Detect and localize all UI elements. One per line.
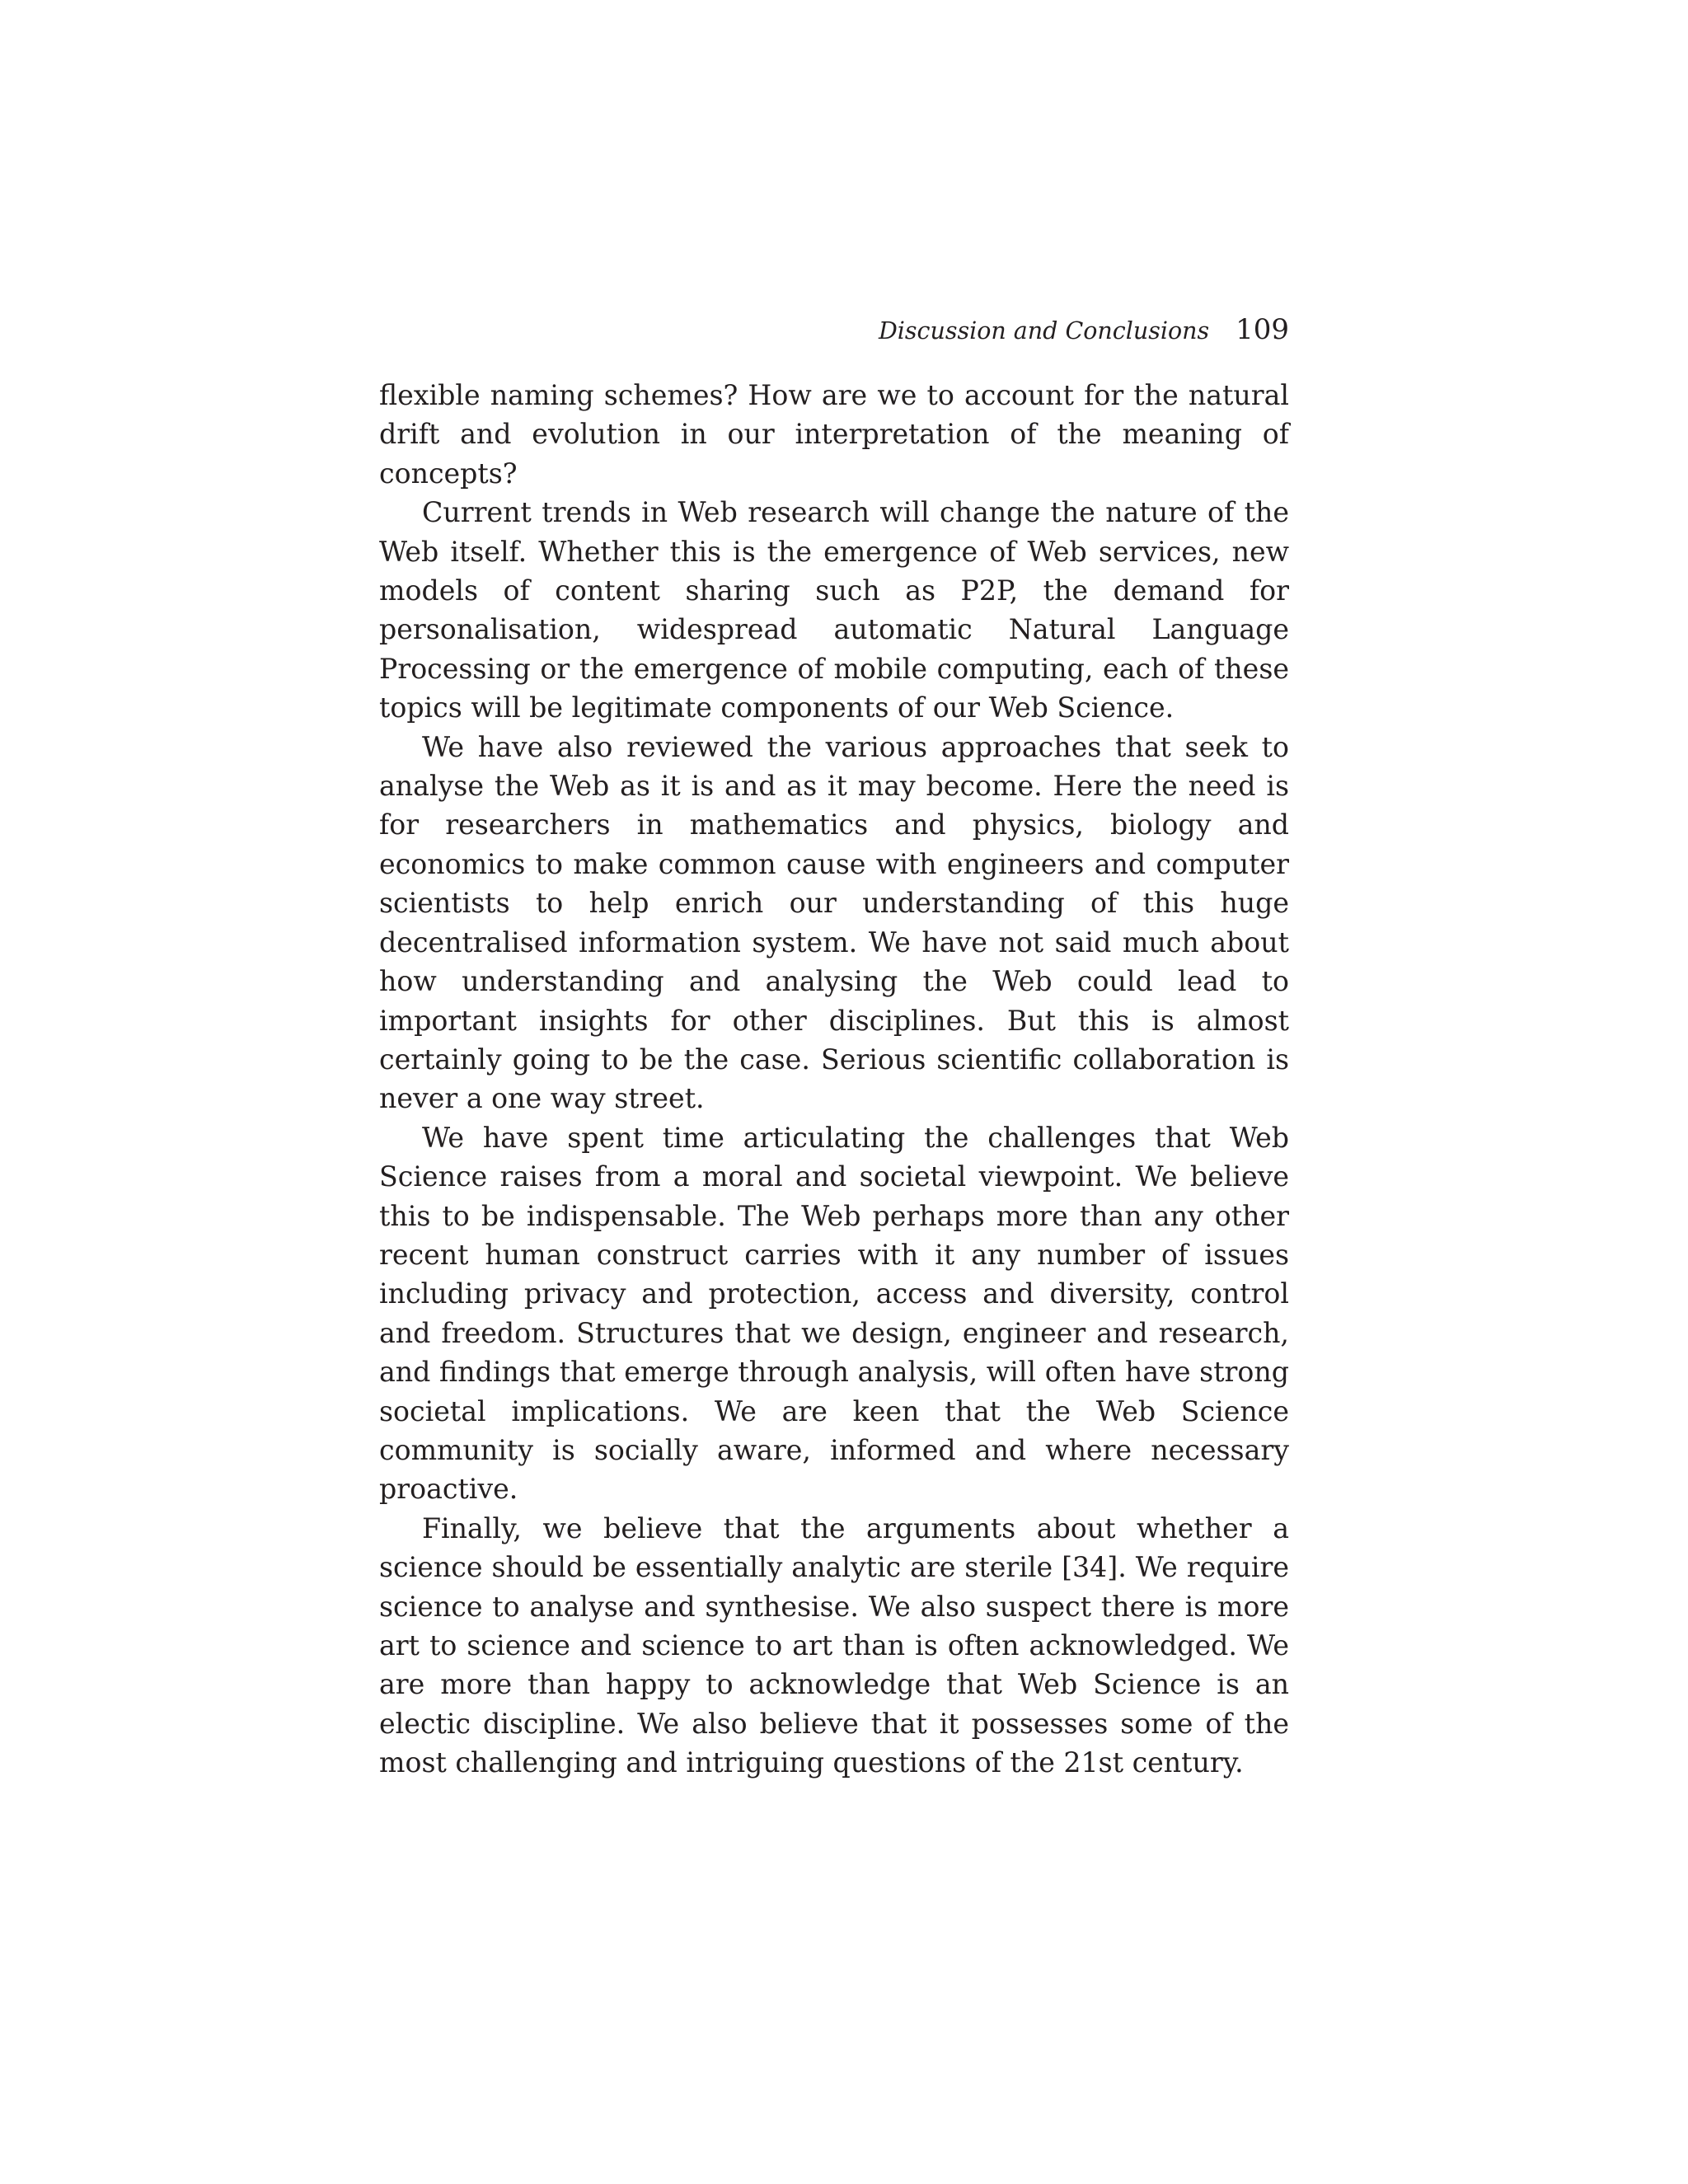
body-text: [379, 376, 1289, 1783]
running-title: Discussion and Conclusions: [878, 317, 1210, 344]
running-head: [379, 310, 1289, 349]
paragraph-analysis-approaches: We have also reviewed the various approaches that seek to analyse the Web as it is and as it may become. Here the need is for researchers in mathematics and physics, biology and economics to make common cause with engineers and computer scientists to help enrich our understanding of this huge decentralised information system. We have not said much about how understanding and analysing the Web could lead to important insights for other disciplines. But this is almost certainly going to be the case. Serious scientific collaboration is never a one way street.: [379, 730, 1289, 1115]
paragraph-moral-societal: We have spent time articulating the challenges that Web Science raises from a moral and societal viewpoint. We believe this to be indispensable. The Web perhaps more than any other recent human construct carries with it any number of issues including privacy and protection, access and diversity, control and freedom. Structures that we design, engineer and research, and findings that emerge through analysis, will often have strong societal implications. We are keen that the Web Science community is socially aware, informed and where necessary proactive.: [379, 1121, 1289, 1506]
paragraph-finally: Finally, we believe that the arguments about whether a science should be essentially analytic are sterile [34]. We require science to analyse and synthesise. We also suspect there is more art to science and science to art than is often acknowledged. We are more than happy to acknowledge that Web Science is an electic discipline. We also believe that it possesses some of the most challenging and intriguing questions of the 21st century.: [379, 1511, 1289, 1779]
paragraph-continuation: flexible naming schemes? How are we to account for the natural drift and evolution in our interpretation of the meaning of concepts?: [379, 379, 1289, 490]
page-number: 109: [1236, 313, 1289, 346]
paragraph-current-trends: Current trends in Web research will change the nature of the Web itself. Whether this is the emergence of Web services, new models of content sharing such as P2P, the demand for personalisation, widespread automatic Natural Language Processing or the emergence of mobile computing, each of these topics will be legitimate components of our Web Science.: [379, 496, 1289, 724]
